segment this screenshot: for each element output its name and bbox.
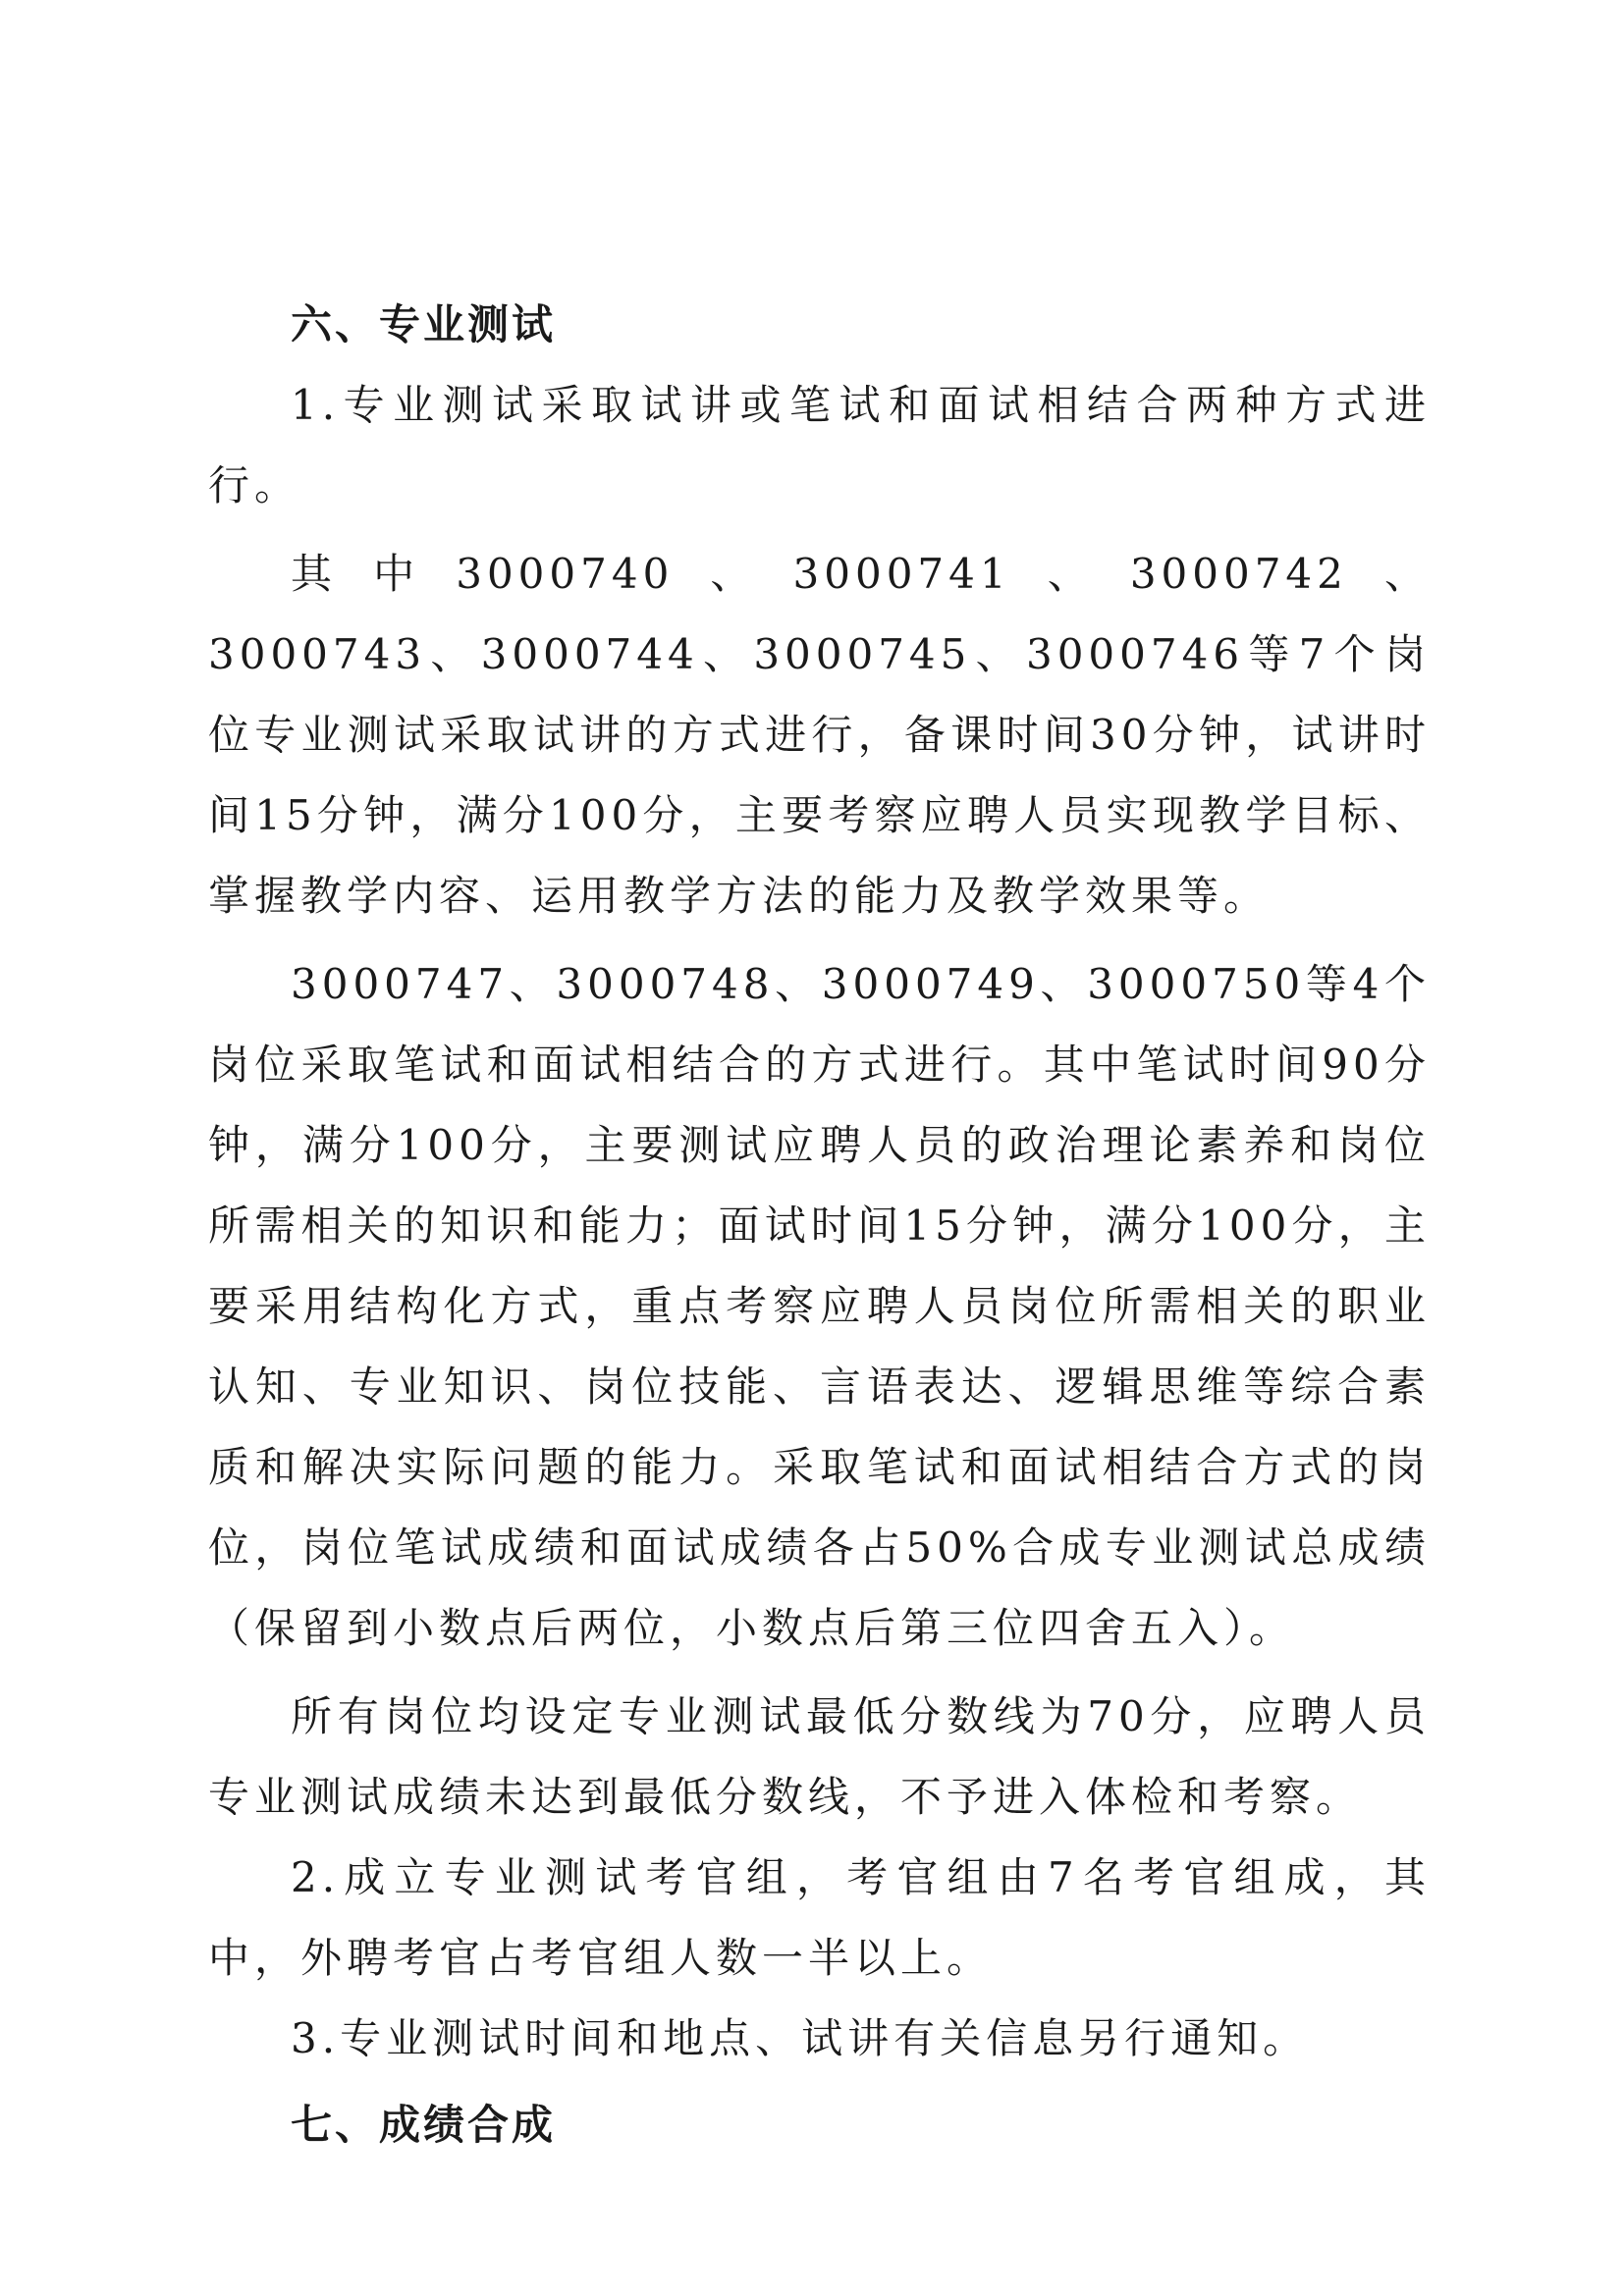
paragraph-trial-lecture-positions: 其中3000740、3000741、3000742、3000743、3000744、3000745、3000746等7个岗位专业测试采取试讲的方式进行，备课时间30分钟，试讲时间15分钟，满分100分，主要考察应聘人员实现教学目标、掌握教学内容、运用教学方法的能力及教学效果等。: [208, 550, 1431, 920]
document-body: [208, 285, 1431, 2165]
paragraph-written-interview-positions: 3000747、3000748、3000749、3000750等4个岗位采取笔试和面试相结合的方式进行。其中笔试时间90分钟，满分100分，主要测试应聘人员的政治理论素养和岗位所需相关的知识和能力；面试时间15分钟，满分100分，主要采用结构化方式，重点考察应聘人员岗位所需相关的职业认知、专业知识、岗位技能、言语表达、逻辑思维等综合素质和解决实际问题的能力。采取笔试和面试相结合方式的岗位，岗位笔试成绩和面试成绩各占50%合成专业测试总成绩（保留到小数点后两位，小数点后第三位四舍五入）。: [208, 960, 1431, 1652]
paragraph-test-methods: 1.专业测试采取试讲或笔试和面试相结合两种方式进行。: [208, 381, 1431, 509]
paragraph-time-location-notice: 3.专业测试时间和地点、试讲有关信息另行通知。: [291, 2014, 1310, 2062]
paragraph-minimum-score: 所有岗位均设定专业测试最低分数线为70分，应聘人员专业测试成绩未达到最低分数线，不予进入体检和考察。: [208, 1692, 1431, 1821]
section-heading-six: 六、专业测试: [291, 300, 557, 348]
paragraph-examiner-panel: 2.成立专业测试考官组，考官组由7名考官组成，其中，外聘考官占考官组人数一半以上。: [208, 1853, 1431, 1982]
section-heading-seven: 七、成绩合成: [291, 2101, 557, 2149]
